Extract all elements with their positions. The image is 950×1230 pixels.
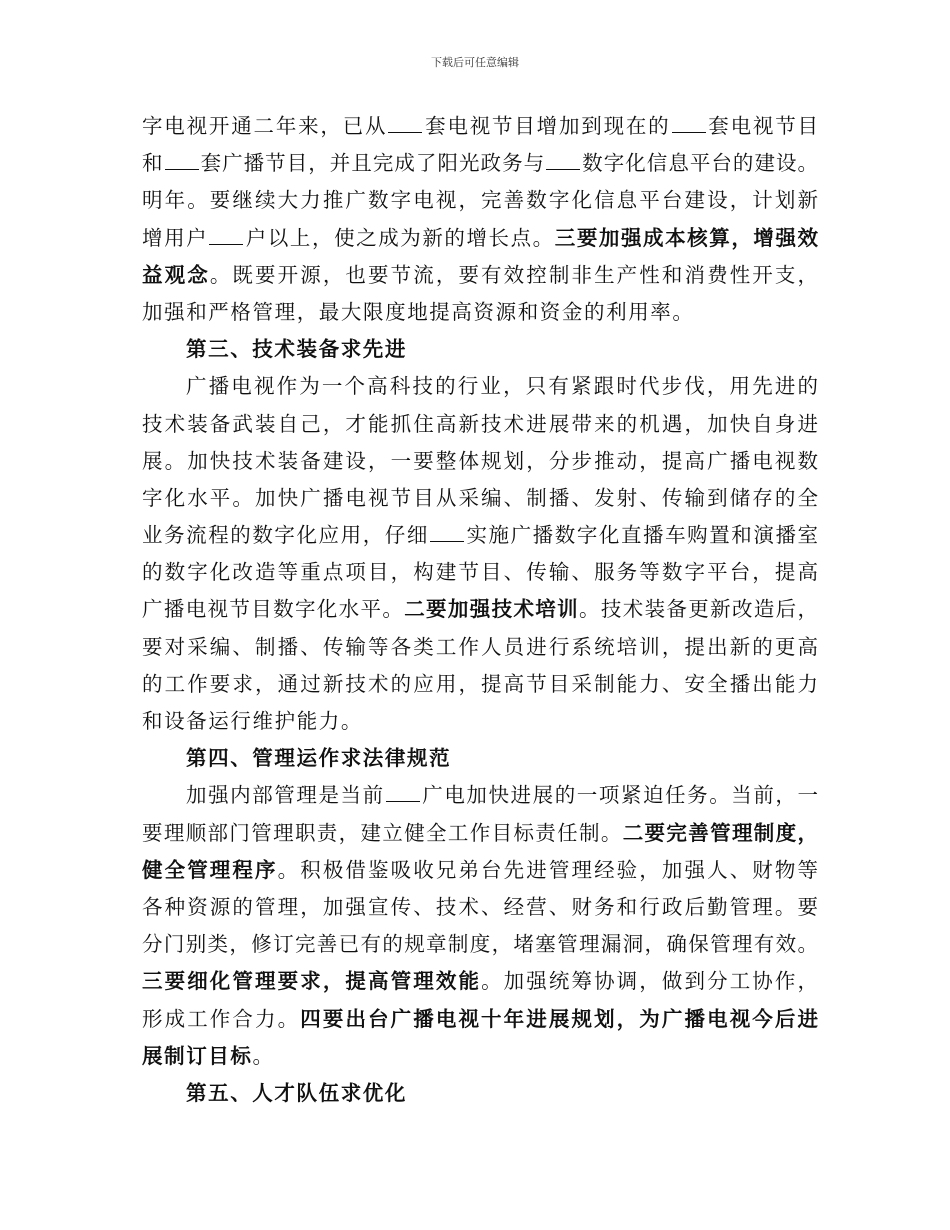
text-run: 字电视开通二年来，已从 — [142, 114, 388, 138]
text-run: 套电视节目增加到现在的 — [423, 114, 671, 138]
bold-text: 第四、管理运作求法律规范 — [186, 746, 452, 771]
text-line — [142, 257, 818, 294]
fill-in-blank — [546, 151, 580, 170]
text-line — [142, 963, 818, 1000]
text-line — [142, 777, 818, 814]
text-run: 广播电视节目数字化水平。 — [142, 597, 405, 622]
text-run: 。既要开源，也要节流，要有效控制非生产性和消费性开支， — [209, 262, 819, 287]
text-line — [142, 1075, 818, 1112]
bold-text: 展制订目标 — [142, 1043, 253, 1068]
text-line — [142, 108, 818, 145]
text-run: 业务流程的数字化应用，仔细 — [142, 523, 429, 548]
text-line — [142, 703, 818, 740]
text-run: 广电加快进展的一项紧迫任务。当前，一 — [420, 783, 819, 808]
fill-in-blank — [430, 523, 464, 542]
bold-text: 益观念 — [142, 262, 210, 287]
text-run: 数字化信息平台的建设。 — [581, 151, 819, 176]
text-run: 的工作要求，通过新技术的应用，提高节目采制能力、安全播出能力 — [142, 671, 818, 696]
text-line — [142, 368, 818, 405]
text-line — [142, 815, 818, 852]
text-run: 套电视节目 — [706, 114, 819, 138]
text-line — [142, 666, 818, 703]
text-line — [142, 852, 818, 889]
text-line — [142, 889, 818, 926]
page-header: 下载后可任意编辑 — [431, 56, 519, 69]
text-run: 和设备运行维护能力。 — [142, 709, 363, 733]
bold-text: 第五、人才队伍求优化 — [186, 1080, 407, 1105]
text-line — [142, 443, 818, 480]
text-run: 的数字化改造等重点项目，构建节目、传输、服务等数字平台，提高 — [142, 560, 818, 585]
text-run: 实施广播数字化直播车购置和演播室 — [464, 523, 819, 548]
fill-in-blank — [165, 151, 199, 170]
text-run: 要对采编、制播、传输等各类工作人员进行系统培训，提出新的更高 — [142, 634, 818, 659]
bold-text: 第三、技术装备求先进 — [186, 337, 407, 362]
text-run: 分门别类，修订完善已有的规章制度，堵塞管理漏洞，确保管理有效。 — [142, 932, 818, 957]
bold-text: 三要加强成本核算，增强效 — [554, 225, 819, 250]
document-body — [142, 108, 818, 1112]
text-run: 展。加快技术装备建设，一要整体规划，分步推动，提高广播电视数 — [142, 448, 818, 473]
text-run: 。加强统筹协调，做到分工协作， — [481, 969, 819, 994]
fill-in-blank — [386, 783, 420, 802]
text-line — [142, 331, 818, 368]
text-line — [142, 145, 818, 182]
text-run: 加强内部管理是当前 — [186, 783, 385, 808]
text-run: 各种资源的管理，加强宣传、技术、经营、财务和行政后勤管理。要 — [142, 894, 818, 919]
text-line — [142, 740, 818, 777]
text-run: 形成工作合力。 — [142, 1006, 301, 1031]
text-line — [142, 406, 818, 443]
bold-text: 三要细化管理要求，提高管理效能 — [142, 969, 482, 994]
text-line — [142, 182, 818, 219]
text-line — [142, 517, 818, 554]
bold-text: 二要完善管理制度， — [622, 820, 819, 845]
text-line — [142, 220, 818, 257]
text-line — [142, 480, 818, 517]
text-run: 要理顺部门管理职责，建立健全工作目标责任制。 — [142, 820, 623, 845]
text-line — [142, 1038, 818, 1075]
text-line — [142, 554, 818, 591]
text-line — [142, 926, 818, 963]
text-run: 增用户 — [142, 225, 209, 250]
text-line — [142, 1001, 818, 1038]
bold-text: 二要加强技术培训 — [404, 597, 580, 622]
bold-text: 健全管理程序 — [142, 857, 278, 882]
text-run: 广播电视作为一个高科技的行业，只有紧跟时代步伐，用先进的 — [186, 374, 818, 399]
text-run: 。技术装备更新改造后， — [579, 597, 819, 622]
text-run: 套广播节目，并且完成了阳光政务与 — [199, 151, 546, 176]
bold-text: 四要出台广播电视十年进展规划，为广播电视今后进 — [300, 1006, 819, 1031]
text-run: 字化水平。加快广播电视节目从采编、制播、发射、传输到储存的全 — [142, 485, 818, 510]
text-run: 。积极借鉴吸收兄弟台先进管理经验，加强人、财物等 — [277, 857, 819, 882]
text-run: 明年。要继续大力推广数字电视，完善数字化信息平台建设，计划新 — [142, 188, 818, 213]
text-line — [142, 629, 818, 666]
text-run: 和 — [142, 151, 164, 176]
fill-in-blank — [672, 114, 706, 133]
fill-in-blank — [388, 114, 422, 133]
text-run: 户以上，使之成为新的增长点。 — [244, 225, 555, 250]
text-run: 加强和严格管理，最大限度地提高资源和资金的利用率。 — [142, 299, 695, 324]
text-run: 技术装备武装自己，才能抓住高新技术进展带来的机遇，加快自身进 — [142, 411, 818, 436]
text-line — [142, 294, 818, 331]
text-run: 。 — [252, 1043, 275, 1068]
fill-in-blank — [209, 226, 243, 245]
text-line — [142, 591, 818, 628]
